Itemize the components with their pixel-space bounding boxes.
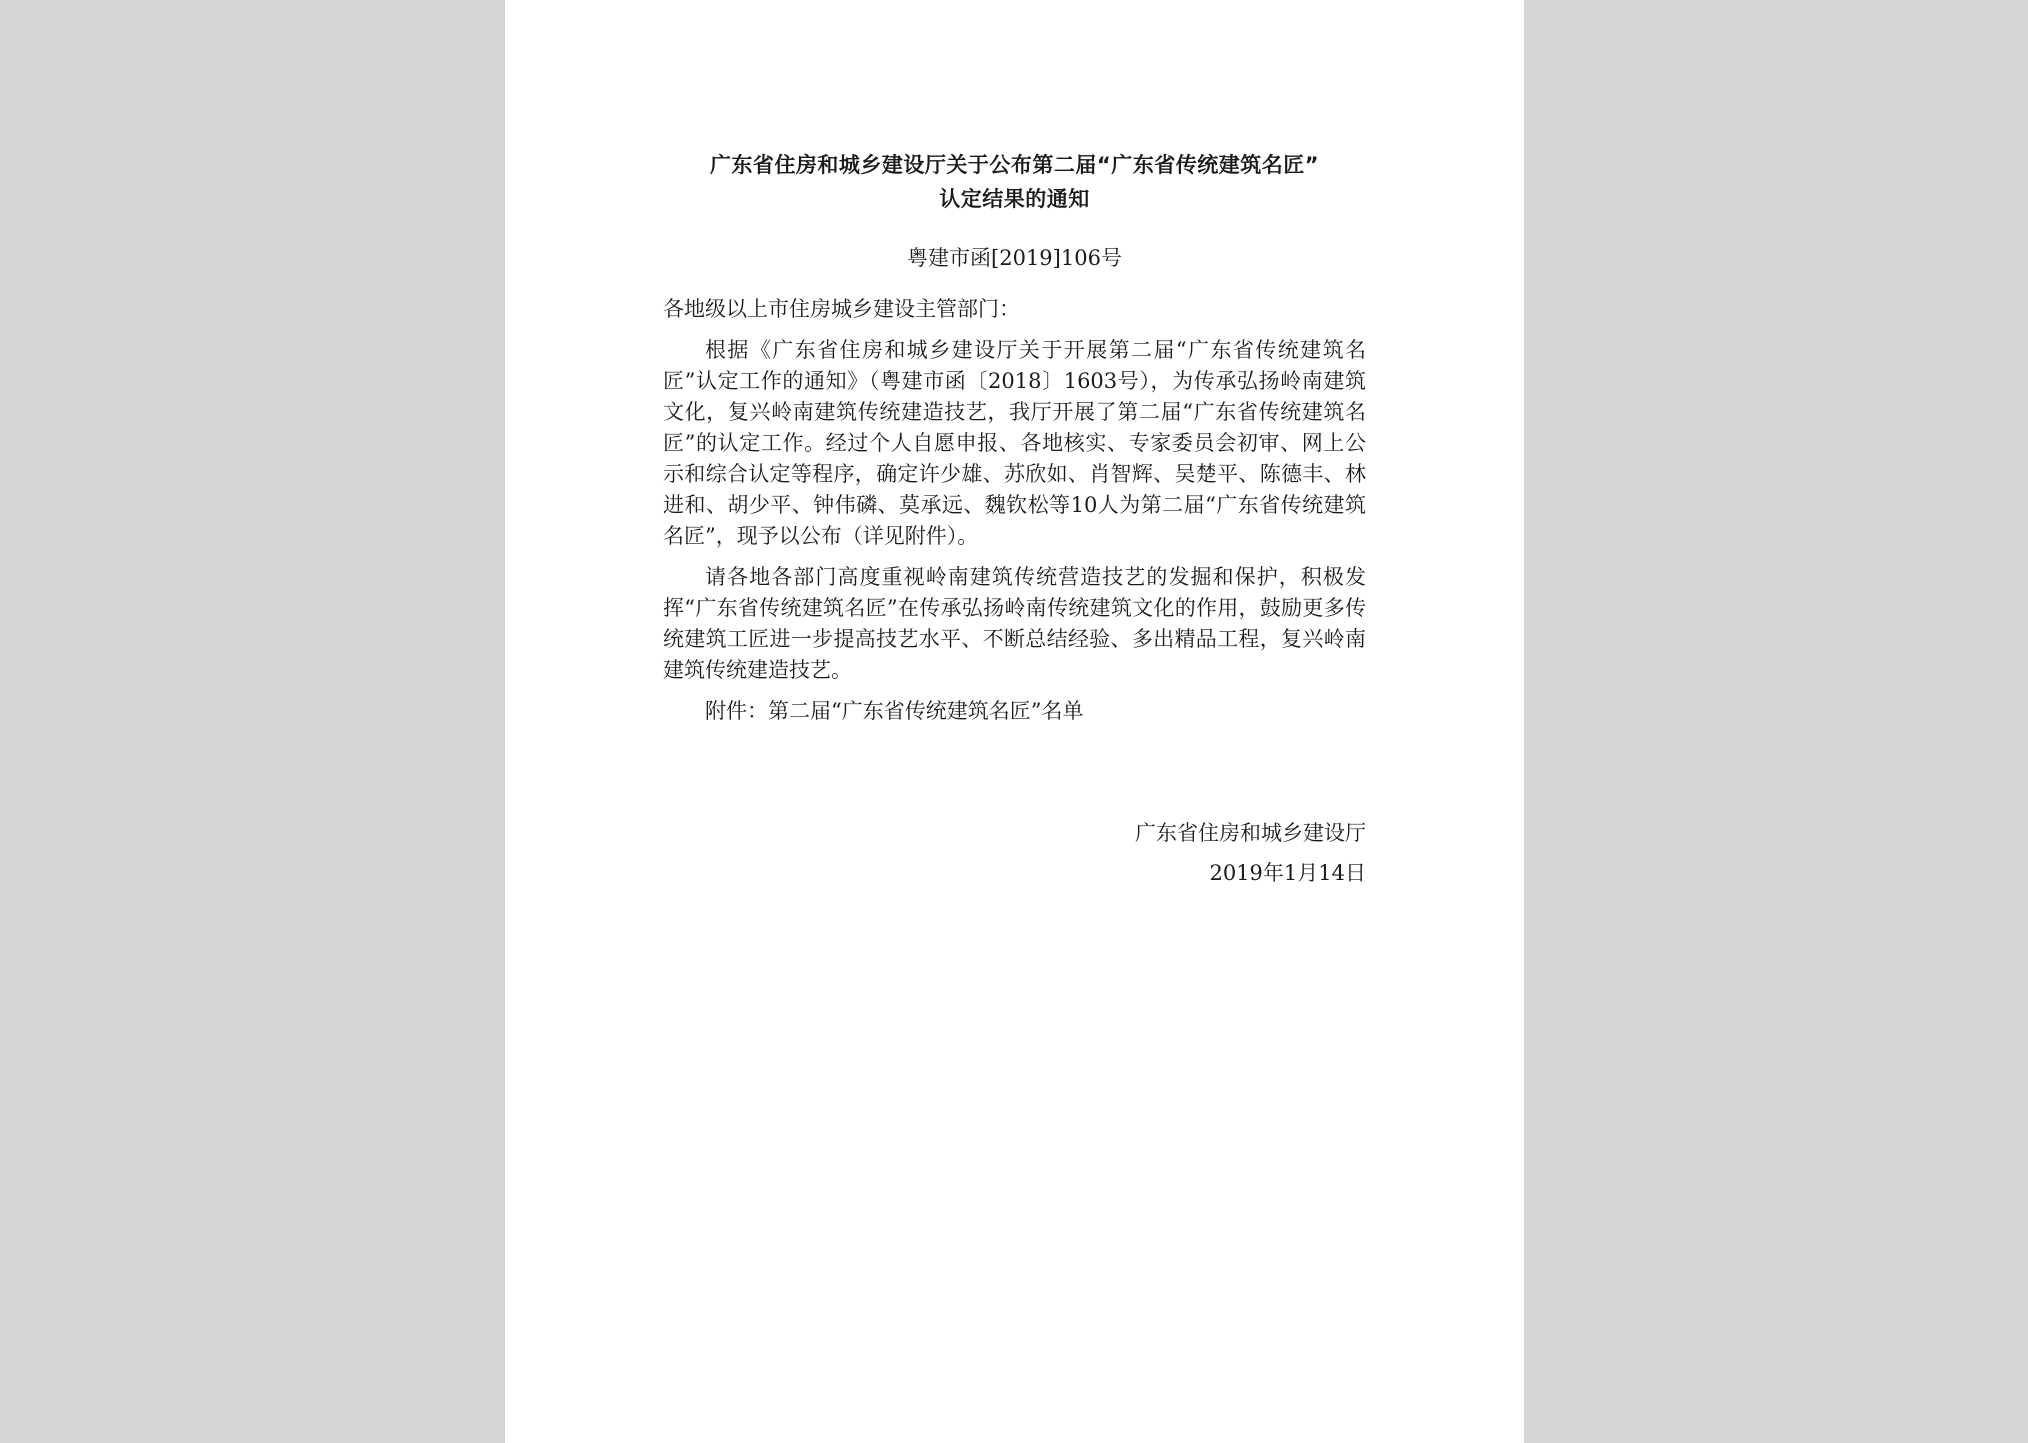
title-line-2: 认定结果的通知 [939,187,1090,211]
issue-date: 2019年1月14日 [1209,861,1366,885]
attachment-line: 附件：第二届“广东省传统建筑名匠”名单 [705,699,1084,723]
body-paragraph-1: 根据《广东省住房和城乡建设厅关于开展第二届“广东省传统建筑名匠”认定工作的通知》（粤建市函〔2018〕1603号），为传承弘扬岭南建筑文化，复兴岭南建筑传统建造技艺，我厅开展了第二届“广东省传统建筑名匠”的认定工作。经过个人自愿申报、各地核实、专家委员会初审、网上公示和综合认定等程序，确定许少雄、苏欣如、肖智辉、吴楚平、陈德丰、林进和、胡少平、钟伟磷、莫承远、魏钦松等10人为第二届“广东省传统建筑名匠”，现予以公布（详见附件）。 [663,338,1366,548]
document-number: 粤建市函[2019]106号 [907,246,1122,270]
document-page [505,0,1524,1443]
signature-block [663,813,1366,893]
recipient-line: 各地级以上市住房城乡建设主管部门： [663,297,1020,321]
title-line-1: 广东省住房和城乡建设厅关于公布第二届“广东省传统建筑名匠” [709,153,1320,177]
document-content [663,148,1366,893]
document-title [663,148,1366,216]
body-paragraph-2: 请各地各部门高度重视岭南建筑传统营造技艺的发掘和保护，积极发挥“广东省传统建筑名匠”在传承弘扬岭南传统建筑文化的作用，鼓励更多传统建筑工匠进一步提高技艺水平、不断总结经验、多出精品工程，复兴岭南建筑传统建造技艺。 [663,565,1366,682]
issuer-name: 广东省住房和城乡建设厅 [1135,821,1366,845]
